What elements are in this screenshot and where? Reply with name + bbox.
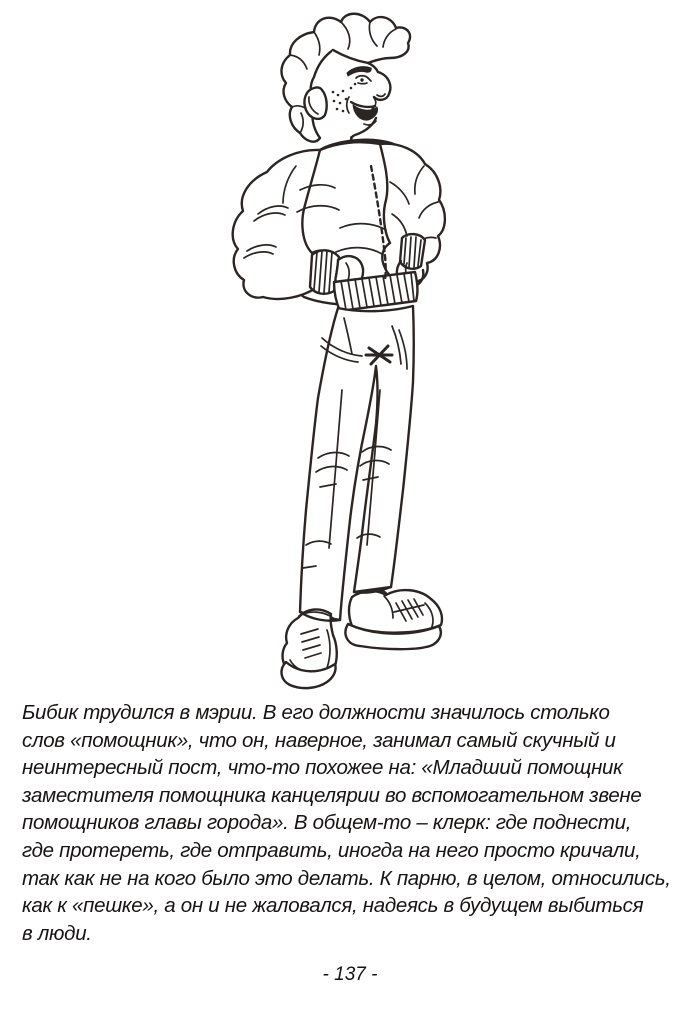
paragraph-line: неинтересный пост, что-то похожее на: «Младший помощник (22, 756, 623, 780)
page-number: - 137 - (322, 964, 378, 985)
paragraph-line: так как не на кого было это делать. К парню, в целом, относились, (22, 866, 671, 890)
jeans (300, 306, 414, 620)
paragraph-line: как к «пешке», а он и не жаловался, надеясь в будущем выбиться (22, 894, 644, 918)
paragraph-line: в люди. (22, 921, 92, 945)
paragraph-line: где протереть, где отправить, иногда на него просто кричали, (22, 838, 641, 862)
paragraph-line: заместителя помощника канцелярии во вспомогательном звене (22, 783, 642, 807)
paragraph-line: слов «помощник», что он, наверное, занимал самый скучный и (22, 728, 616, 752)
paragraph-line: помощников главы города». В общем-то – клерк: где поднести, (22, 811, 632, 835)
jacket (233, 142, 445, 311)
story-paragraph (22, 699, 684, 947)
paragraph-line: Бибик трудился в мэрии. В его должности значилось столько (22, 701, 610, 724)
